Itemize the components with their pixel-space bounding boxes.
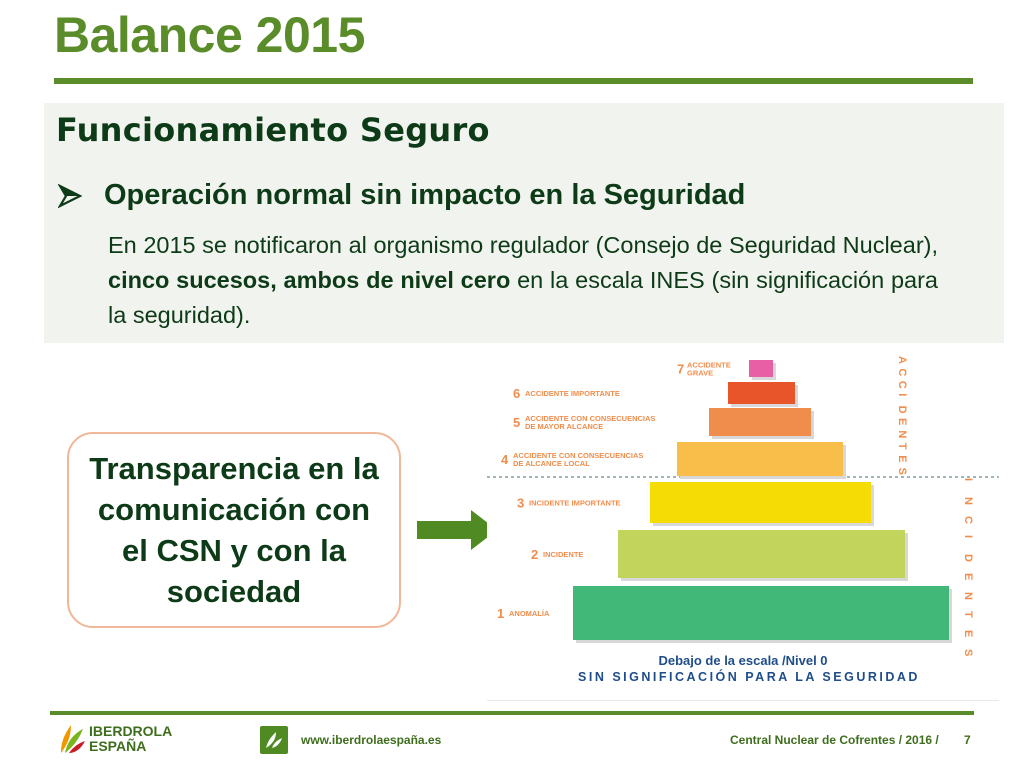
side-label-incidentes: N [962, 592, 974, 600]
level-2-label: INCIDENTE [543, 550, 584, 559]
content-panel [44, 103, 1004, 343]
footer-url-link[interactable]: www.iberdrolaespaña.es [301, 733, 442, 747]
footer-caption: Central Nuclear de Cofrentes / 2016 / [730, 733, 939, 747]
level-7-bar [749, 360, 773, 377]
side-label-accidentes: E [896, 418, 908, 426]
side-label-accidentes: T [896, 442, 908, 450]
web-icon [260, 726, 288, 754]
logo-line2: ESPAÑA [89, 738, 147, 754]
side-label-accidentes: E [896, 455, 908, 463]
level-6-bar [728, 382, 795, 404]
side-label-incidentes: I [962, 535, 974, 539]
iberdrola-logo [57, 723, 172, 755]
level-4-label: DE ALCANCE LOCAL [513, 459, 590, 468]
level-2-bar [618, 530, 905, 578]
bullet-text: Operación normal sin impacto en la Seguridad [104, 179, 746, 211]
side-label-incidentes: C [962, 516, 974, 524]
title-underline [54, 78, 973, 84]
side-label-accidentes: D [896, 405, 908, 414]
body-text-bold: cinco sucesos, ambos de nivel cero [108, 267, 511, 293]
level-3-label: INCIDENTE IMPORTANTE [529, 498, 621, 508]
transparency-callout [67, 432, 401, 628]
level-7-label: ACCIDENTE [687, 360, 731, 370]
page-number: 7 [964, 733, 971, 747]
logo-line1: IBERDROLA [89, 723, 173, 739]
level-5-bar [709, 408, 811, 436]
no-significance-label: SIN SIGNIFICACIÓN PARA LA SEGURIDAD [578, 670, 920, 684]
body-paragraph [108, 228, 938, 333]
callout-text: Transparencia en la comunicación con el CSN y con la sociedad [89, 451, 379, 609]
iberdrola-leaf-icon [57, 723, 87, 755]
level-1-bar [573, 586, 949, 640]
below-scale-label: Debajo de la escala /Nivel 0 [658, 653, 828, 668]
level-6-label: ACCIDENTE IMPORTANTE [525, 389, 620, 398]
ines-scale-figure [487, 350, 999, 701]
level-1-label: ANOMALÍA [509, 609, 550, 618]
side-label-accidentes: N [896, 430, 908, 439]
ines-pyramid [487, 350, 999, 700]
panel-heading: Funcionamiento Seguro [56, 111, 490, 149]
level-5-number: 5 [513, 415, 521, 430]
level-5-label: DE MAYOR ALCANCE [525, 422, 604, 431]
level-4-label: ACCIDENTE CON CONSECUENCIAS [513, 451, 644, 460]
level-7-number: 7 [677, 361, 685, 377]
level-7-label: GRAVE [687, 368, 714, 378]
side-label-accidentes: C [896, 368, 908, 377]
side-label-incidentes: D [962, 554, 974, 562]
side-label-incidentes: E [962, 630, 974, 638]
side-label-incidentes: S [962, 649, 974, 657]
slide-title: Balance 2015 [54, 7, 365, 63]
side-label-incidentes: N [962, 497, 974, 505]
side-label-incidentes: I [962, 478, 974, 482]
footer-rule [50, 711, 974, 715]
level-5-label: ACCIDENTE CON CONSECUENCIAS [525, 414, 656, 423]
body-text-part2: en la escala INES (sin significación para la seguridad). [108, 267, 939, 328]
side-label-incidentes: T [962, 611, 974, 618]
level-2-number: 2 [531, 547, 539, 562]
level-3-bar [650, 482, 871, 523]
body-text-part1: En 2015 se notificaron al organismo regulador (Consejo de Seguridad Nuclear), [108, 232, 938, 258]
side-label-accidentes: S [896, 467, 908, 475]
level-3-number: 3 [517, 495, 525, 511]
level-4-number: 4 [501, 452, 509, 467]
side-label-incidentes: E [962, 573, 974, 581]
bullet-item [58, 179, 745, 212]
level-1-number: 1 [497, 606, 505, 621]
level-6-number: 6 [513, 386, 521, 401]
arrow-bullet-icon [58, 184, 82, 208]
side-label-accidentes: C [896, 380, 908, 389]
level-4-bar [677, 442, 843, 476]
side-label-accidentes: I [896, 393, 908, 397]
side-label-accidentes: A [896, 356, 908, 364]
